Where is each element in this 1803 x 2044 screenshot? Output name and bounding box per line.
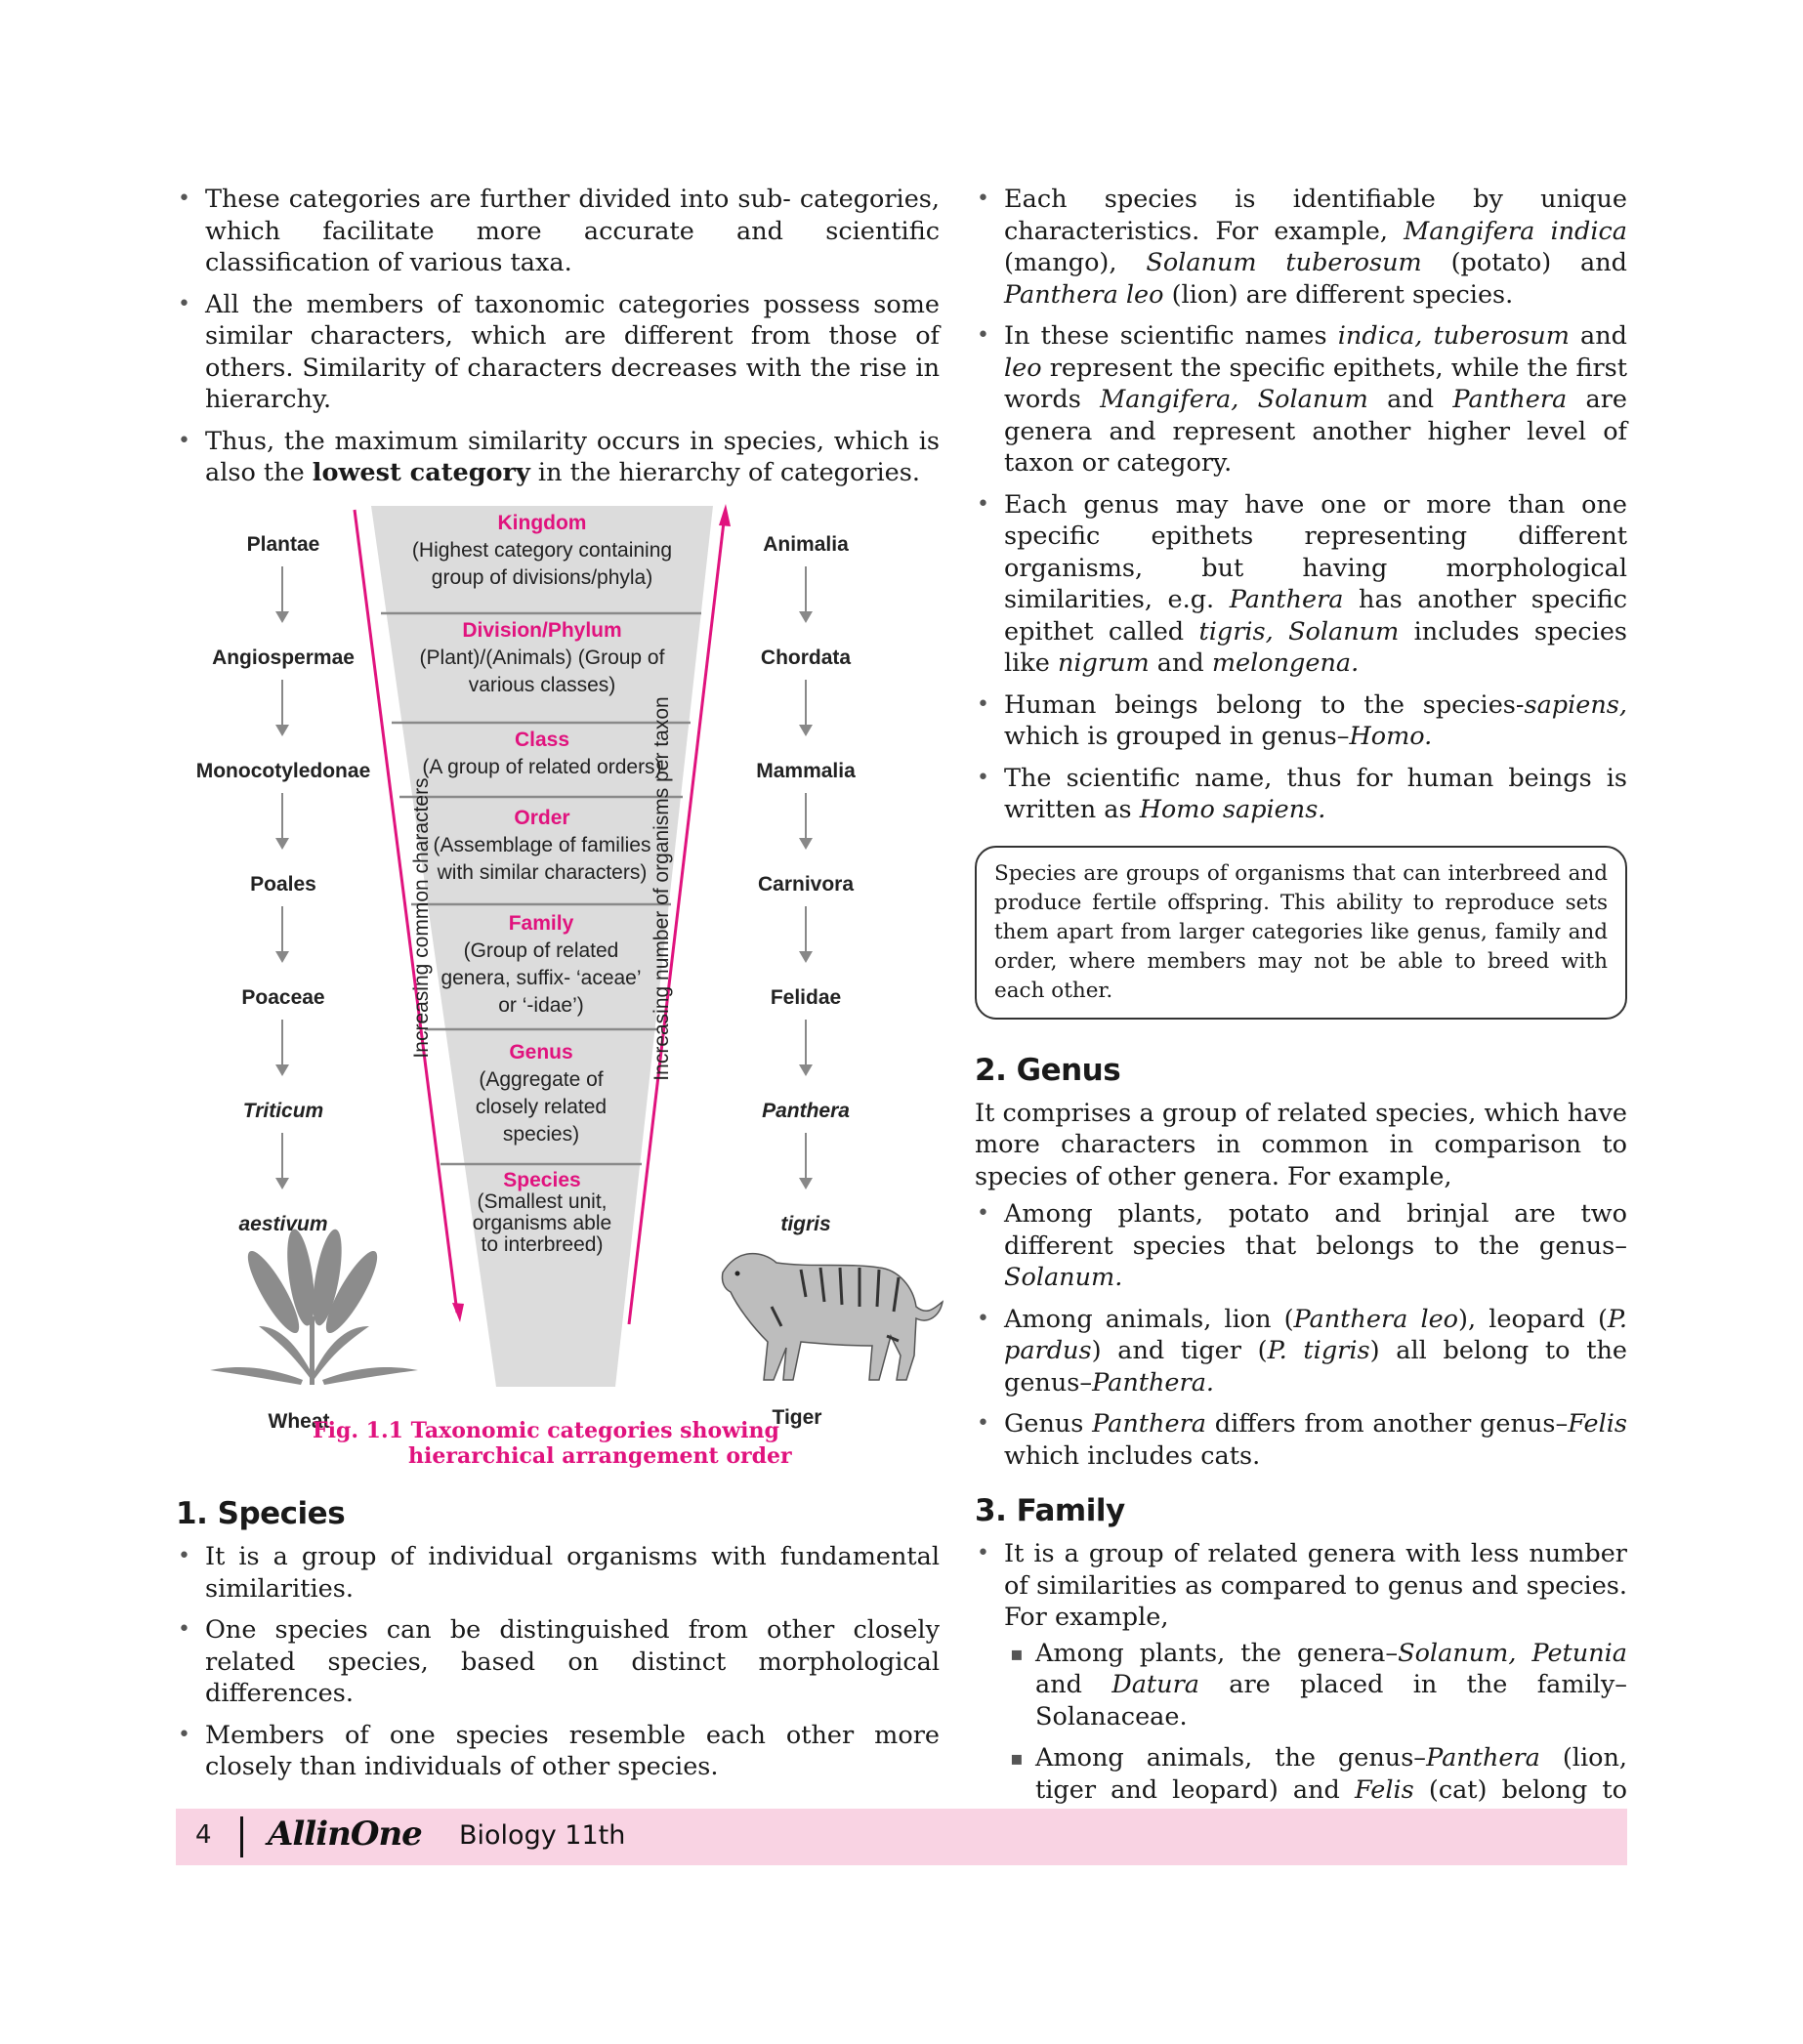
family-sub-bullets <box>1004 1638 1627 1838</box>
species-note-box: Species are groups of organisms that can interbreed and produce fertile offspring. This ability to reproduce sets them apart from larger categories like genus, family and order, where members may not be able to breed with each other. <box>975 846 1627 1020</box>
section-heading: 2. Genus <box>975 1052 1121 1088</box>
intro-bullets <box>176 184 940 489</box>
series-label: Monocotyledonae <box>195 760 371 782</box>
level-desc: (Plant)/(Animals) (Group of various classes) <box>419 647 665 696</box>
down-arrow-icon <box>805 566 807 621</box>
level-desc: (Assemblage of families with similar characters) <box>433 834 651 884</box>
tiger-label: Tiger <box>772 1406 822 1429</box>
list-item: • In these scientific names indica, tuberosum and leo represent the specific epithets, while the first words Mangifera, Solanum and Panthera are genera and represent another higher level of taxon or category. <box>975 320 1627 480</box>
down-arrow-icon <box>281 1133 283 1188</box>
right-column <box>975 184 1627 1848</box>
level-name: Order <box>514 807 570 829</box>
section-heading: 3. Family <box>975 1493 1125 1528</box>
footer-bar <box>176 1809 1627 1865</box>
figure-caption: Fig. 1.1 Taxonomic categories showing hierarchical arrangement order <box>313 1418 792 1469</box>
down-arrow-icon <box>281 793 283 848</box>
list-item: • The scientific name, thus for human beings is written as Homo sapiens. <box>975 763 1627 826</box>
down-arrow-icon <box>805 680 807 734</box>
list-item: • All the members of taxonomic categories possess some similar characters, which are different from those of others. Similarity of characters decreases with the rise in hierarchy. <box>176 289 940 416</box>
book-subject: Biology 11th <box>459 1820 626 1851</box>
level-name: Species <box>503 1169 581 1191</box>
footer-divider <box>240 1816 243 1857</box>
list-item: • It is a group of individual organisms with fundamental similarities. <box>176 1541 940 1605</box>
level-name: Genus <box>509 1041 573 1064</box>
organisms-per-taxon-label: Increasing number of organisms per taxon <box>650 696 673 1081</box>
level-name: Division/Phylum <box>462 619 622 642</box>
species-section <box>176 1496 940 1793</box>
down-arrow-icon <box>805 1133 807 1188</box>
left-column-top <box>176 184 940 499</box>
common-characters-label: Increasing common characters <box>410 777 433 1059</box>
level-class <box>402 727 682 781</box>
level-desc: (A group of related orders) <box>422 756 662 778</box>
series-label: Mammalia <box>756 760 856 782</box>
series-label: Felidae <box>770 986 842 1009</box>
species-examples-bullets <box>975 184 1627 826</box>
level-desc: (Group of related genera, suffix- ‘aceae’ or ‘-idae’) <box>440 939 642 1017</box>
list-item: • Among plants, potato and brinjal are two different species that belongs to the genus–Solanum. <box>975 1198 1627 1294</box>
level-name: Kingdom <box>497 512 587 534</box>
series-label: aestivum <box>238 1213 328 1235</box>
wheat-icon <box>210 1228 418 1385</box>
down-arrow-icon <box>281 906 283 961</box>
down-arrow-icon <box>805 793 807 848</box>
section-heading: 1. Species <box>176 1496 346 1531</box>
list-item: • Genus Panthera differs from another genus–Felis which includes cats. <box>975 1408 1627 1472</box>
down-arrow-icon <box>281 1020 283 1074</box>
series-label: Chordata <box>760 647 852 669</box>
brand-logo: AllinOne <box>268 1815 422 1854</box>
list-item: • Thus, the maximum similarity occurs in species, which is also the lowest category in the hierarchy of categories. <box>176 426 940 489</box>
series-label: Carnivora <box>757 873 855 896</box>
list-item: ▪ Among animals, the genus–Panthera (lion, tiger and leopard) and Felis (cat) belong to <box>1004 1742 1627 1838</box>
tiger-icon <box>722 1254 943 1380</box>
level-name: Family <box>508 912 574 935</box>
wheat-label: Wheat <box>268 1410 330 1433</box>
down-arrow-icon <box>805 906 807 961</box>
list-item: • Human beings belong to the species-sapiens, which is grouped in genus–Homo. <box>975 689 1627 753</box>
level-division <box>396 617 689 699</box>
genus-bullets <box>975 1198 1627 1472</box>
list-item: • These categories are further divided into sub- categories, which facilitate more accurate and scientific classification of various taxa. <box>176 184 940 279</box>
series-label: Plantae <box>246 533 320 556</box>
series-label: Triticum <box>242 1100 324 1122</box>
series-label: Poales <box>250 873 316 896</box>
level-genus <box>451 1039 631 1148</box>
down-arrow-icon <box>281 680 283 734</box>
series-label: Angiospermae <box>212 647 355 669</box>
level-kingdom <box>384 510 700 592</box>
series-label: Animalia <box>763 533 849 556</box>
level-family <box>438 910 645 1020</box>
down-arrow-icon <box>805 1020 807 1074</box>
list-item: • Each species is identifiable by unique characteristics. For example, Mangifera indica (mango), Solanum tuberosum (potato) and Panthera leo (lion) are different species. <box>975 184 1627 311</box>
series-label: Poaceae <box>241 986 325 1009</box>
series-label: Panthera <box>762 1100 850 1122</box>
list-item: • It is a group of related genera with less number of similarities as compared to genus and species. For example, ▪ Among plants, the genera–Solanum, Petunia and Datura are placed in the family–Solanaceae. ▪ Among animals, the genus–Panthera (lion, tiger and leopard) and Felis (cat) belong to <box>975 1538 1627 1838</box>
series-label: tigris <box>780 1213 831 1235</box>
level-desc: (Smallest unit, organisms able to interbreed) <box>472 1190 612 1256</box>
list-item: • One species can be distinguished from other closely related species, based on distinct morphological differences. <box>176 1614 940 1710</box>
list-item: ▪ Among plants, the genera–Solanum, Petunia and Datura are placed in the family–Solanaceae. <box>1004 1638 1627 1733</box>
level-name: Class <box>514 729 570 751</box>
genus-intro: It comprises a group of related species, which have more characters in common in comparison to species of other genera. For example, <box>975 1098 1627 1191</box>
list-item: • Among animals, lion (Panthera leo), leopard (P. pardus) and tiger (P. tigris) all belong to the genus–Panthera. <box>975 1304 1627 1399</box>
taxonomy-figure <box>176 496 957 1469</box>
page-number: 4 <box>195 1820 212 1850</box>
species-bullets <box>176 1541 940 1783</box>
list-item: • Members of one species resemble each other more closely than individuals of other species. <box>176 1720 940 1783</box>
list-item: • Each genus may have one or more than one specific epithets representing different organisms, but having morphological similarities, e.g. Panthera has another specific epithet called tigris, Solanum includes species like nigrum and melongena. <box>975 489 1627 680</box>
down-arrow-icon <box>281 566 283 621</box>
level-species <box>469 1170 615 1256</box>
level-desc: (Aggregate of closely related species) <box>475 1068 608 1146</box>
level-order <box>415 805 669 887</box>
level-desc: (Highest category containing group of divisions/phyla) <box>411 539 673 589</box>
family-bullets <box>975 1538 1627 1838</box>
